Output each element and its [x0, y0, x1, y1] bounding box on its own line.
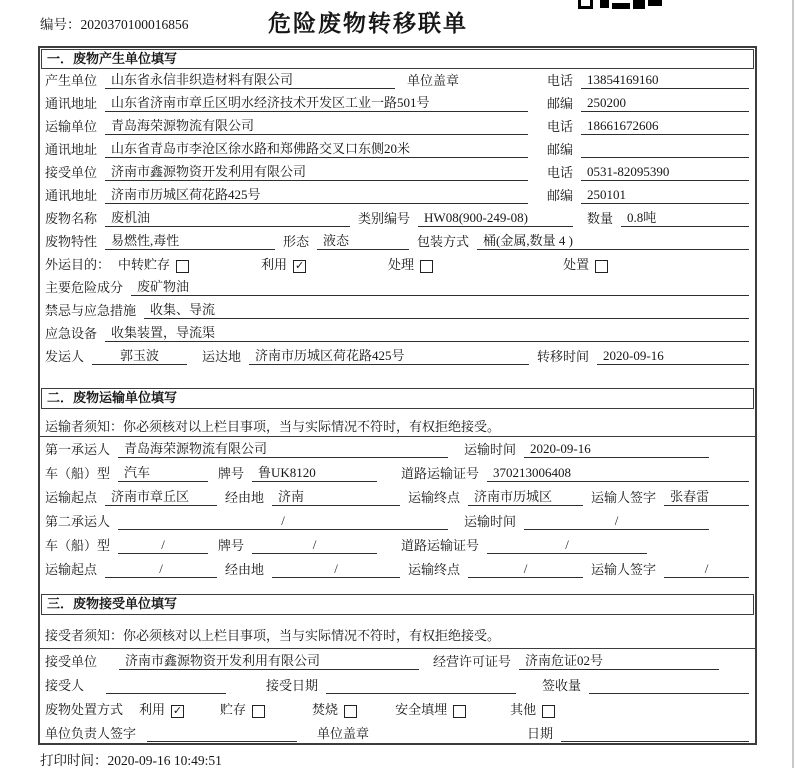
disposal-checkbox-utilize: ✓: [172, 704, 183, 717]
carrier2-value: /: [118, 513, 448, 530]
row-disposal-method: [40, 697, 755, 721]
transfer-time-label: 转移时间: [537, 349, 590, 364]
acceptor-label: 接受人: [45, 678, 85, 693]
accept-date-value: [326, 677, 516, 694]
row-producer: [40, 69, 755, 92]
producer-value: 山东省永信非织造材料有限公司: [105, 69, 395, 89]
sign2-label: 运输人签字: [591, 562, 657, 577]
addr1-value: 山东省济南市章丘区明水经济技术开发区工业一路501号: [105, 92, 528, 112]
head-sign-value: [147, 725, 297, 742]
carrier2-label: 第二承运人: [45, 514, 111, 529]
purpose-checkbox-treat: [420, 260, 433, 273]
disposal-option-storage: 贮存: [220, 702, 247, 717]
row-route2: [40, 557, 755, 581]
vehicle1-value: 汽车: [118, 462, 208, 482]
sign1-label: 运输人签字: [591, 490, 657, 505]
via1-value: 济南: [272, 486, 400, 506]
section1-header: 一．废物产生单位填写: [41, 49, 754, 69]
origin2-value: /: [105, 561, 217, 578]
row-acceptor: [40, 673, 755, 697]
permit2-label: 道路运输证号: [401, 538, 480, 553]
date-value: [561, 725, 749, 742]
purpose-checkbox-utilize: ✓: [294, 259, 305, 272]
purpose-option-utilize: 利用: [261, 257, 288, 272]
disposal-option-other: 其他: [510, 702, 537, 717]
unit-seal-label: 单位盖章: [317, 726, 370, 741]
origin2-label: 运输起点: [45, 562, 98, 577]
hazard-label: 主要危险成分: [45, 280, 124, 295]
section3-header: 三．废物接受单位填写: [41, 594, 754, 615]
transfer-time-value: 2020-09-16: [597, 348, 749, 365]
receiver-value: 济南市鑫源物资开发利用有限公司: [105, 161, 528, 181]
row-waste-traits: [40, 230, 755, 253]
origin1-label: 运输起点: [45, 490, 98, 505]
disposal-option-landfill: 安全填埋: [395, 702, 448, 717]
zip3-value: 250101: [581, 187, 749, 204]
section2-header: 二．废物运输单位填写: [41, 388, 754, 409]
row-transport-purpose: [40, 253, 755, 276]
disposal-checkbox-storage: [252, 705, 265, 718]
category-value: HW08(900-249-08): [418, 210, 573, 227]
shipper-value: 郭玉波: [92, 345, 187, 365]
plate2-label: 牌号: [218, 538, 245, 553]
time1-value: 2020-09-16: [524, 441, 709, 458]
traits-value: 易燃性,毒性: [105, 230, 275, 250]
received-qty-value: [589, 677, 749, 694]
plate1-value: 鲁UK8120: [252, 462, 377, 482]
row-taboo-measures: [40, 299, 755, 322]
disposal-option-utilize: 利用: [139, 702, 166, 717]
dest-value: 济南市历城区荷花路425号: [249, 345, 529, 365]
row-main-hazard: [40, 276, 755, 299]
equipment-label: 应急设备: [45, 326, 98, 341]
disposal-checkbox-other: [542, 705, 555, 718]
purpose-label: 外运目的：: [45, 257, 111, 272]
state-value: 液态: [317, 230, 409, 250]
row-first-carrier: [40, 437, 755, 461]
end1-value: 济南市历城区: [468, 486, 583, 506]
acceptor-value: [106, 677, 226, 694]
page-title: 危险废物转移联单: [268, 11, 468, 36]
plate1-label: 牌号: [218, 466, 245, 481]
print-time-label: 打印时间：: [40, 753, 108, 768]
via2-label: 经由地: [225, 562, 265, 577]
row-waste-name: [40, 207, 755, 230]
row-shipper: [40, 345, 755, 368]
permit1-value: 370213006408: [487, 465, 749, 482]
receiver-label: 接受单位: [45, 165, 98, 180]
received-qty-label: 签收量: [541, 678, 581, 693]
phone3-value: 0531-82095390: [581, 164, 749, 181]
disposal-checkbox-landfill: [453, 705, 466, 718]
row-producer-address: [40, 92, 755, 115]
row-receiver-address: [40, 184, 755, 207]
zip2-value: [581, 141, 749, 158]
waste-name-label: 废物名称: [45, 211, 98, 226]
row-accept-unit: [40, 649, 755, 673]
waste-name-value: 废机油: [105, 207, 350, 227]
phone1-label: 电话: [546, 73, 573, 88]
addr1-label: 通讯地址: [45, 96, 98, 111]
row-second-carrier: [40, 509, 755, 533]
origin1-value: 济南市章丘区: [105, 486, 217, 506]
row-receiver-unit: [40, 161, 755, 184]
traits-label: 废物特性: [45, 234, 98, 249]
disposal-label: 废物处置方式: [45, 702, 124, 717]
time2-label: 运输时间: [464, 514, 517, 529]
row-route1: [40, 485, 755, 509]
carrier1-label: 第一承运人: [45, 442, 111, 457]
serial-label: 编号：: [40, 17, 81, 32]
transporter-notice: 运输者须知：你必须核对以上栏目事项，当与实际情况不符时，有权拒绝接受。: [40, 409, 755, 437]
addr2-value: 山东省青岛市李沧区徐水路和郑佛路交叉口东侧20米: [105, 138, 528, 158]
row-head-signature: [40, 721, 755, 745]
print-time: [40, 749, 222, 769]
sign2-value: /: [664, 561, 749, 578]
accept-date-label: 接受日期: [266, 678, 319, 693]
via1-label: 经由地: [225, 490, 265, 505]
hazard-value: 废矿物油: [131, 276, 749, 296]
license-value: 济南危证02号: [519, 650, 719, 670]
category-label: 类别编号: [358, 211, 411, 226]
zip1-value: 250200: [581, 95, 749, 112]
time2-value: /: [524, 513, 709, 530]
seal-label: 单位盖章: [407, 73, 460, 88]
addr3-label: 通讯地址: [45, 188, 98, 203]
sign1-value: 张春雷: [664, 486, 749, 506]
row-emergency-equipment: [40, 322, 755, 345]
receiver-notice: 接受者须知：你必须核对以上栏目事项，当与实际情况不符时，有权拒绝接受。: [40, 615, 755, 649]
zip3-label: 邮编: [546, 188, 573, 203]
shipper-label: 发运人: [45, 349, 85, 364]
vehicle2-label: 车（船）型: [45, 538, 111, 553]
packing-value: 桶(金属,数量 4 ): [477, 230, 749, 250]
purpose-checkbox-dispose: [595, 260, 608, 273]
via2-value: /: [272, 561, 400, 578]
qty-label: 数量: [587, 211, 614, 226]
carrier1-value: 青岛海荣源物流有限公司: [118, 438, 448, 458]
equipment-value: 收集装置，导流渠: [105, 322, 749, 342]
vehicle1-label: 车（船）型: [45, 466, 111, 481]
state-label: 形态: [283, 234, 310, 249]
accept-unit-label: 接受单位: [45, 654, 98, 669]
purpose-option-treat: 处理: [388, 257, 415, 272]
phone1-value: 13854169160: [581, 72, 749, 89]
serial-value: 2020370100016856: [80, 17, 189, 32]
accept-unit-value: 济南市鑫源物资开发利用有限公司: [119, 650, 419, 670]
taboo-value: 收集、导流: [144, 299, 749, 319]
phone2-value: 18661672606: [581, 118, 749, 135]
print-time-value: 2020-09-16 10:49:51: [107, 753, 222, 768]
zip1-label: 邮编: [546, 96, 573, 111]
date-label: 日期: [527, 726, 554, 741]
permit1-label: 道路运输证号: [401, 466, 480, 481]
vehicle2-value: /: [118, 537, 208, 554]
phone2-label: 电话: [546, 119, 573, 134]
packing-label: 包装方式: [417, 234, 470, 249]
manifest-form: [38, 46, 757, 745]
zip2-label: 邮编: [546, 142, 573, 157]
head-sign-label: 单位负责人签字: [45, 726, 137, 741]
time1-label: 运输时间: [464, 442, 517, 457]
disposal-checkbox-incinerate: [344, 705, 357, 718]
end1-label: 运输终点: [408, 490, 461, 505]
row-carrier-address: [40, 138, 755, 161]
purpose-checkbox-transfer-storage: [176, 260, 189, 273]
disposal-option-incinerate: 焚烧: [312, 702, 339, 717]
taboo-label: 禁忌与应急措施: [45, 303, 137, 318]
row-carrier-unit: [40, 115, 755, 138]
dest-label: 运达地: [202, 349, 242, 364]
qty-value: 0.8吨: [621, 207, 749, 227]
page-right-edge: [792, 0, 794, 768]
producer-label: 产生单位: [45, 73, 98, 88]
end2-label: 运输终点: [408, 562, 461, 577]
row-vehicle1: [40, 461, 755, 485]
license-label: 经营许可证号: [433, 654, 512, 669]
phone3-label: 电话: [546, 165, 573, 180]
carrier-label: 运输单位: [45, 119, 98, 134]
row-vehicle2: [40, 533, 755, 557]
purpose-option-dispose: 处置: [563, 257, 590, 272]
plate2-value: /: [252, 537, 377, 554]
end2-value: /: [468, 561, 583, 578]
addr3-value: 济南市历城区荷花路425号: [105, 184, 528, 204]
addr2-label: 通讯地址: [45, 142, 98, 157]
carrier-value: 青岛海荣源物流有限公司: [105, 115, 528, 135]
permit2-value: /: [487, 537, 647, 554]
purpose-option-transfer-storage: 中转贮存: [118, 257, 171, 272]
